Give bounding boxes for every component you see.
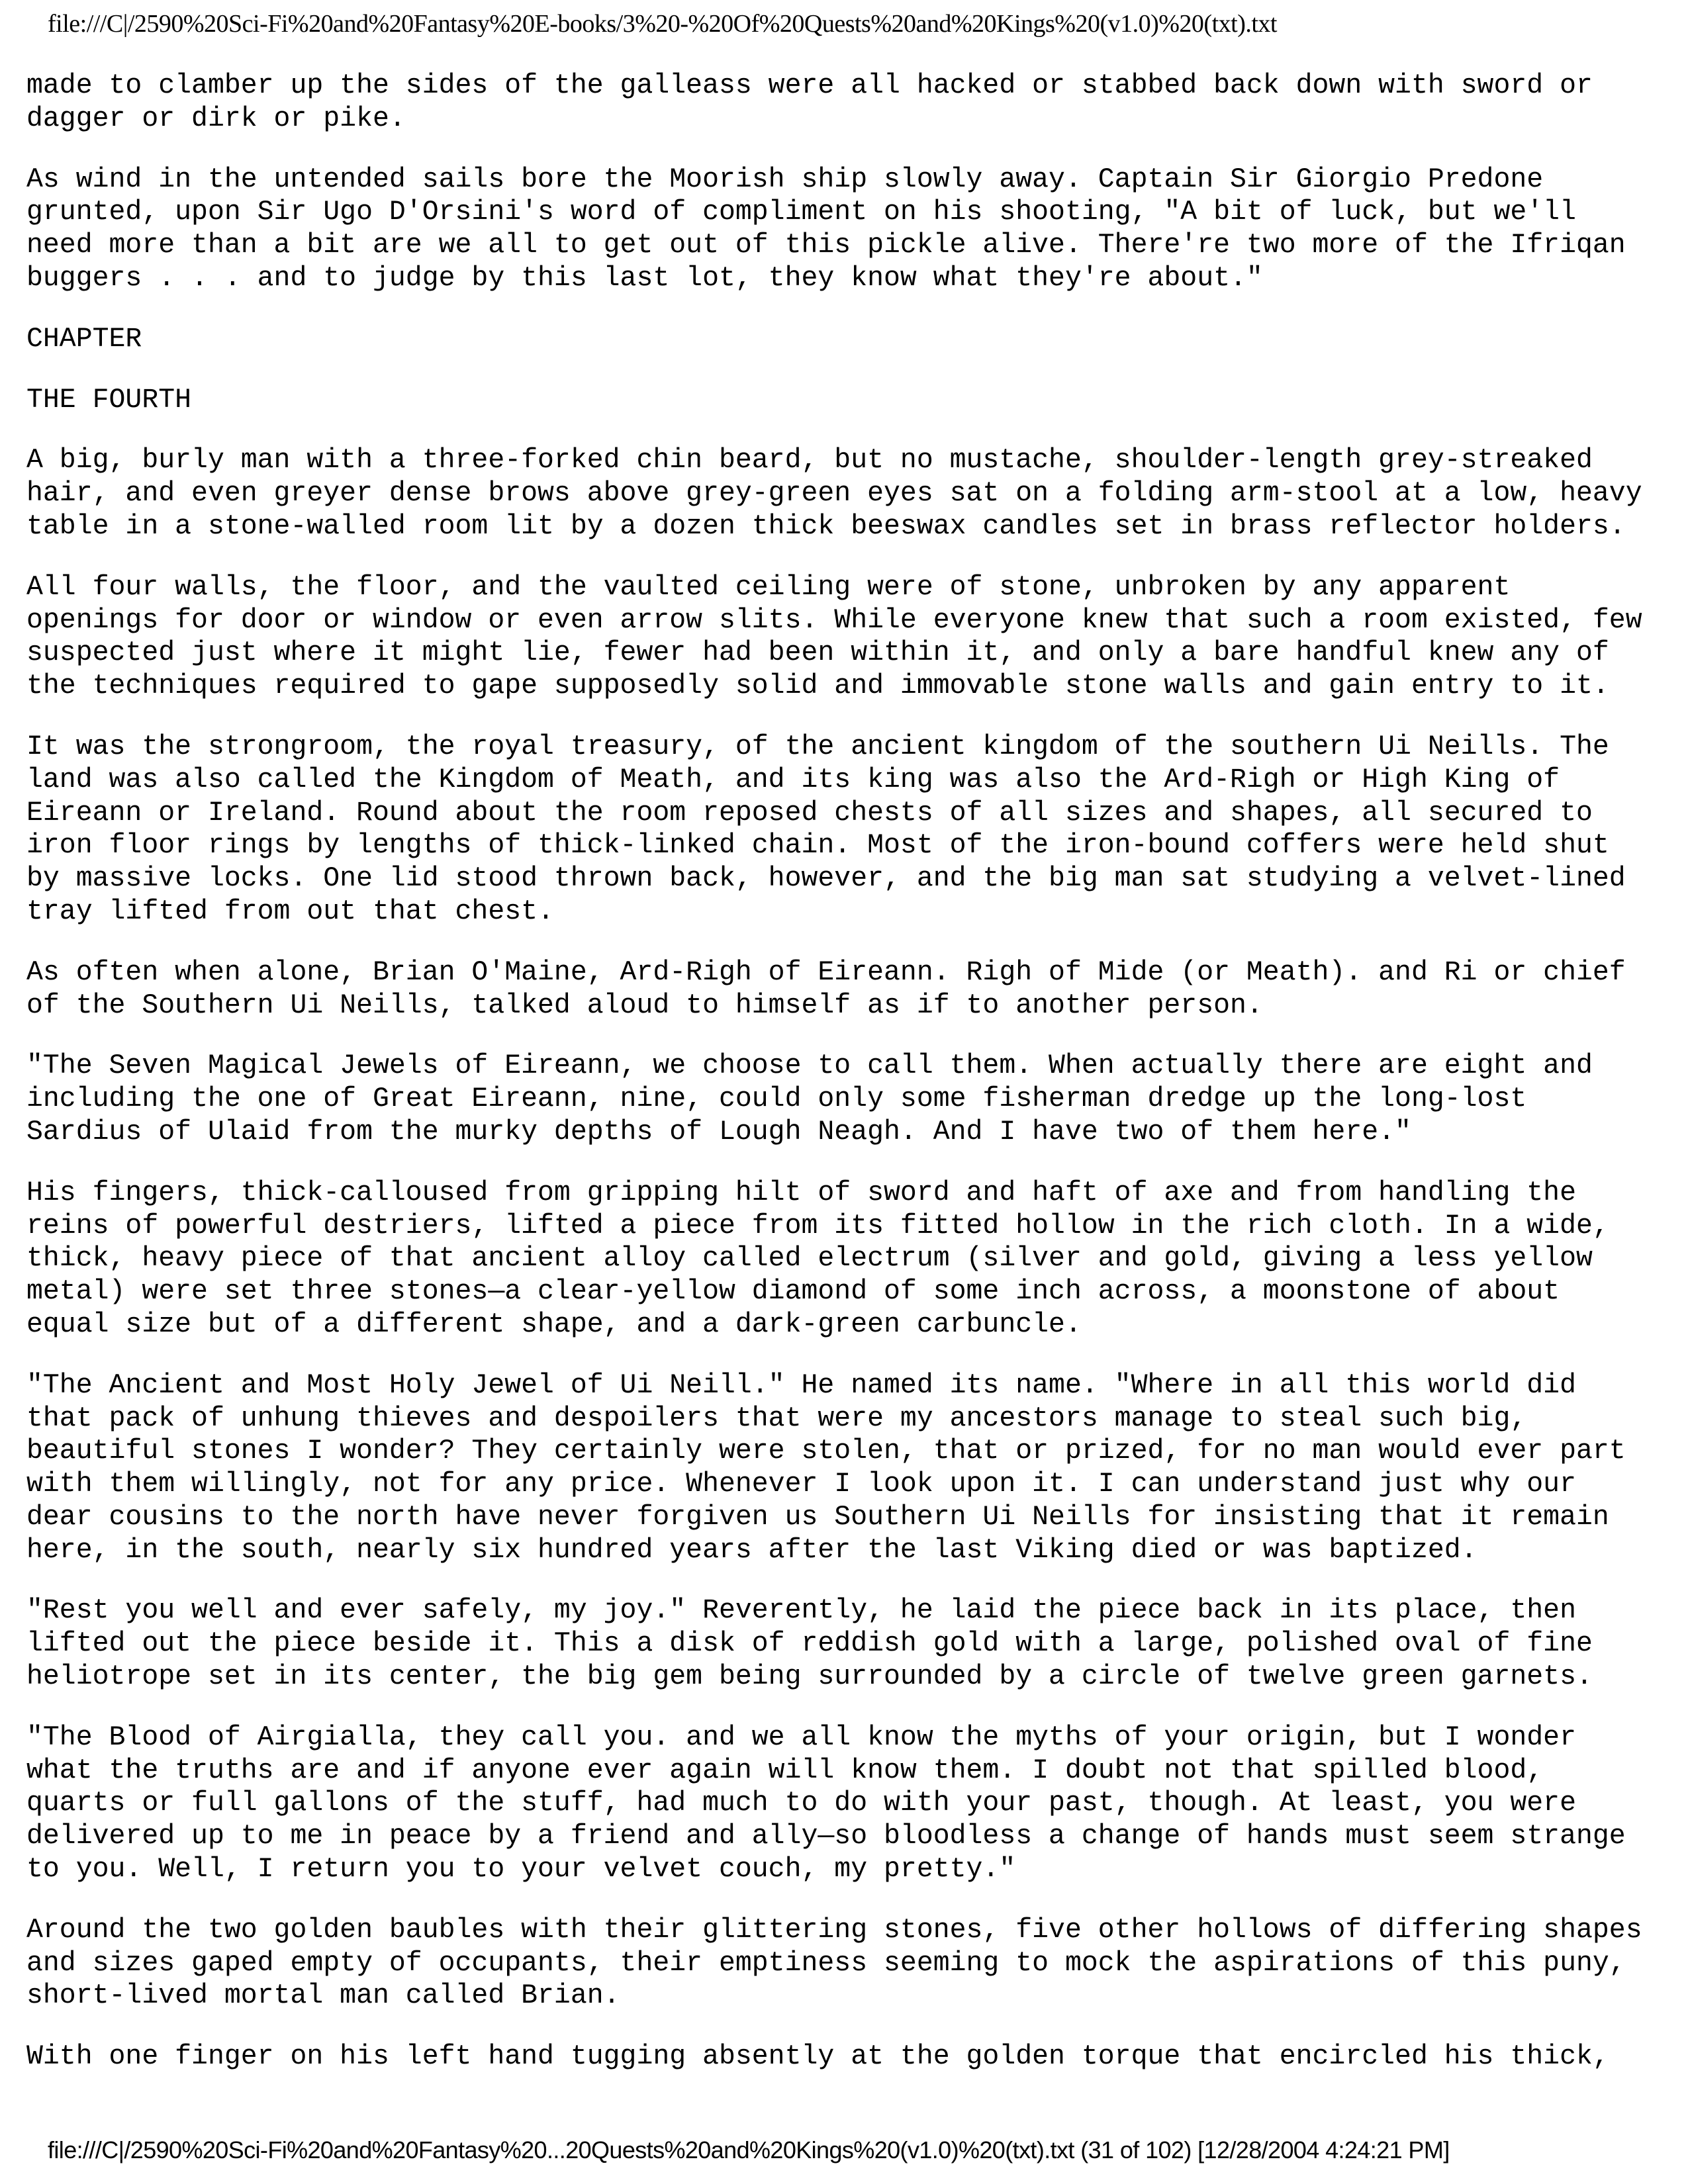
paragraph-5: A big, burly man with a three-forked chin beard, but no mustache, shoulder-length grey-streaked hair, and even greyer dense brows above grey-green eyes sat on a folding arm-stool at a low, heavy table in a stone-walled room lit by a dozen thick beeswax candles set in brass reflector holders.	[26, 445, 1642, 542]
paragraph-11: "The Ancient and Most Holy Jewel of Ui Neill." He named its name. "Where in all this world did that pack of unhung thieves and despoilers that were my ancestors manage to steal such big, beautiful stones I wonder? They certainly were stolen, that or prized, for no man would ever part with them willingly, not for any price. Whenever I look upon it. I can understand just why our dear cousins to the north have never forgiven us Southern Ui Neills for insisting that it remain here, in the south, nearly six hundred years after the last Viking died or was baptized.	[26, 1369, 1626, 1566]
paragraph-14: Around the two golden baubles with their glittering stones, five other hollows of differing shapes and sizes gaped empty of occupants, their emptiness seeming to mock the aspirations of this puny, short-lived mortal man called Brian.	[26, 1914, 1642, 2012]
page-header-path: file:///C|/2590%20Sci-Fi%20and%20Fantasy%20E-books/3%20-%20Of%20Quests%20and%20Kings%20(v1.0)%20(txt).txt	[48, 10, 1277, 38]
paragraph-10: His fingers, thick-calloused from gripping hilt of sword and haft of axe and from handling the reins of powerful destriers, lifted a piece from its fitted hollow in the rich cloth. In a wide, thick, heavy piece of that ancient alloy called electrum (silver and gold, giving a less yellow metal) were set three stones—a clear-yellow diamond of some inch across, a moonstone of about equal size but of a different shape, and a dark-green carbuncle.	[26, 1177, 1609, 1340]
paragraph-2: As wind in the untended sails bore the Moorish ship slowly away. Captain Sir Giorgio Predone grunted, upon Sir Ugo D'Orsini's word of compliment on his shooting, "A bit of luck, but we'll need more than a bit are we all to get out of this pickle alive. There're two more of the Ifriqan buggers . . . and to judge by this last lot, they know what they're about."	[26, 163, 1626, 294]
paragraph-13: "The Blood of Airgialla, they call you. and we all know the myths of your origin, but I wonder what the truths are and if anyone ever again will know them. I doubt not that spilled blood, quarts or full gallons of the stuff, had much to do with your past, though. At least, you were delivered up to me in peace by a friend and ally—so bloodless a change of hands must seem strange to you. Well, I return you to your velvet couch, my pretty."	[26, 1721, 1626, 1886]
page-footer: file:///C|/2590%20Sci-Fi%20and%20Fantasy%20...20Quests%20and%20Kings%20(v1.0)%20(txt).txt (31 of 102) [12/28/2004 4:24:21 PM]	[48, 2136, 1450, 2163]
paragraph-9: "The Seven Magical Jewels of Eireann, we choose to call them. When actually there are eight and including the one of Great Eireann, nine, could only some fisherman dredge up the long-lost Sardius of Ulaid from the murky depths of Lough Neagh. And I have two of them here."	[26, 1050, 1593, 1148]
paragraph-8: As often when alone, Brian O'Maine, Ard-Righ of Eireann. Righ of Mide (or Meath). and Ri or chief of the Southern Ui Neills, talked aloud to himself as if to another person.	[26, 956, 1626, 1021]
chapter-heading: CHAPTER	[26, 323, 142, 355]
paragraph-1: made to clamber up the sides of the galleass were all hacked or stabbed back down with sword or dagger or dirk or pike.	[26, 70, 1593, 134]
paragraph-12: "Rest you well and ever safely, my joy." Reverently, he laid the piece back in its place, then lifted out the piece beside it. This a disk of reddish gold with a large, polished oval of fine heliotrope set in its center, the big gem being surrounded by a circle of twelve green garnets.	[26, 1595, 1593, 1693]
document-body	[26, 69, 1662, 2101]
paragraph-15: With one finger on his left hand tugging absently at the golden torque that encircled his thick,	[26, 2041, 1609, 2073]
paragraph-7: It was the strongroom, the royal treasury, of the ancient kingdom of the southern Ui Neills. The land was also called the Kingdom of Meath, and its king was also the Ard-Righ or High King of Eireann or Ireland. Round about the room reposed chests of all sizes and shapes, all secured to iron floor rings by lengths of thick-linked chain. Most of the iron-bound coffers were held shut by massive locks. One lid stood thrown back, however, and the big man sat studying a velvet-lined tray lifted from out that chest.	[26, 731, 1626, 927]
chapter-subheading: THE FOURTH	[26, 384, 192, 416]
paragraph-6: All four walls, the floor, and the vaulted ceiling were of stone, unbroken by any apparent openings for door or window or even arrow slits. While everyone knew that such a room existed, few suspected just where it might lie, fewer had been within it, and only a bare handful knew any of the techniques required to gape supposedly solid and immovable stone walls and gain entry to it.	[26, 571, 1642, 702]
